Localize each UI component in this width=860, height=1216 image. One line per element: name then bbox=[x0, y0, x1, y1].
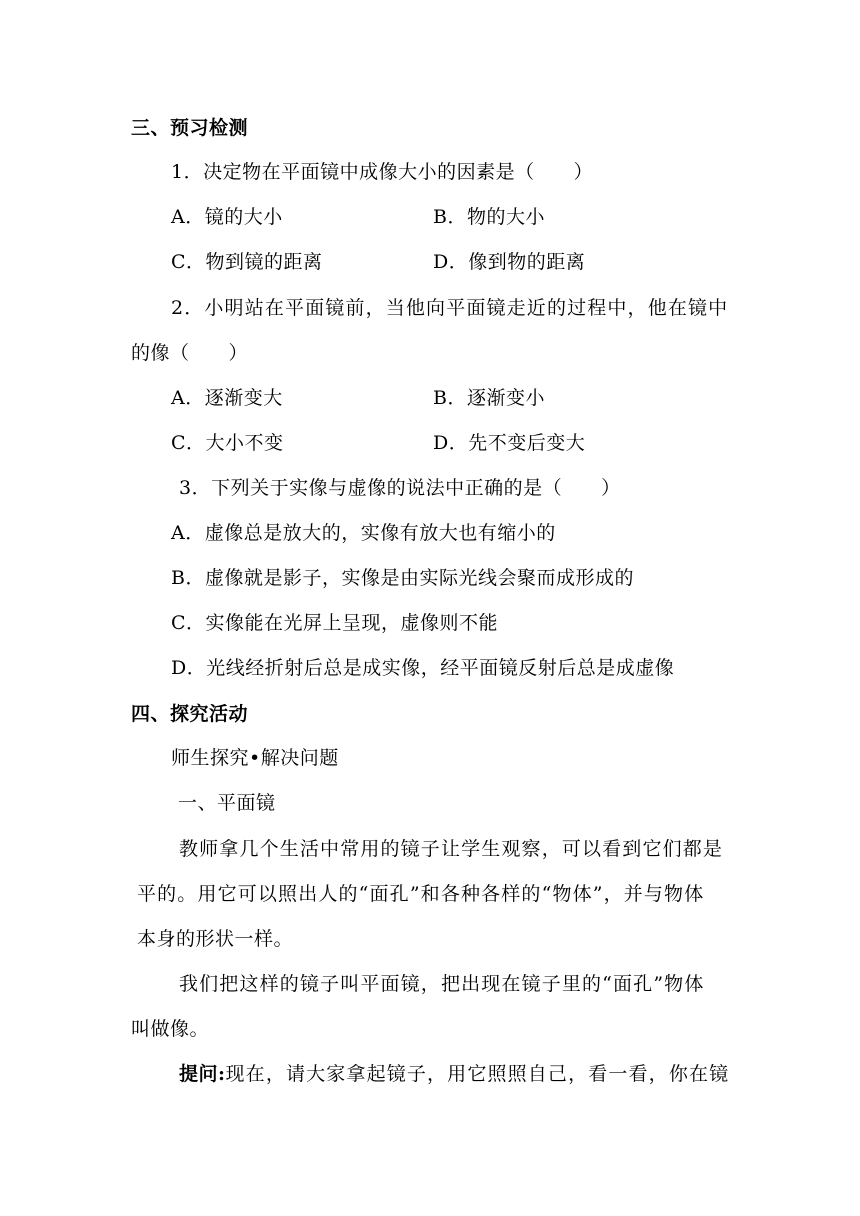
q3-option-a: A．虚像总是放大的，实像有放大也有缩小的 bbox=[171, 522, 556, 544]
question-line bbox=[179, 1061, 729, 1087]
para1-line2: 平的。用它可以照出人的“面孔”和各种各样的“物体”，并与物体 bbox=[137, 883, 705, 905]
para1-line3: 本身的形状一样。 bbox=[137, 928, 294, 950]
q3-option-b: B．虚像就是影子，实像是由实际光线会聚而成形成的 bbox=[171, 567, 634, 589]
q2-option-d: D．先不变后变大 bbox=[433, 432, 586, 454]
q1-option-c: C．物到镜的距离 bbox=[171, 251, 323, 273]
section4-subtitle: 师生探究•解决问题 bbox=[171, 747, 339, 769]
question-label: 提问: bbox=[179, 1063, 226, 1085]
para1-line1: 教师拿几个生活中常用的镜子让学生观察，可以看到它们都是 bbox=[179, 838, 724, 860]
q2-stem-line2: 的像（ ） bbox=[131, 342, 249, 364]
q3-stem: 3．下列关于实像与虚像的说法中正确的是（ ） bbox=[179, 477, 621, 499]
question-text: 现在，请大家拿起镜子，用它照照自己，看一看，你在镜 bbox=[225, 1063, 730, 1085]
q1-option-a: A．镜的大小 bbox=[171, 206, 283, 228]
q2-option-c: C．大小不变 bbox=[171, 432, 284, 454]
para2-line1: 我们把这样的镜子叫平面镜，把出现在镜子里的“面孔”物体 bbox=[179, 973, 705, 995]
section4-heading: 四、探究活动 bbox=[131, 703, 249, 725]
q3-option-d: D．光线经折射后总是成实像，经平面镜反射后总是成虚像 bbox=[171, 657, 675, 679]
part1-title: 一、平面镜 bbox=[178, 792, 276, 814]
q1-option-b: B．物的大小 bbox=[433, 206, 545, 228]
q2-option-a: A．逐渐变大 bbox=[171, 387, 283, 409]
q1-option-d: D．像到物的距离 bbox=[433, 251, 586, 273]
section3-heading: 三、预习检测 bbox=[131, 117, 249, 139]
q2-option-b: B．逐渐变小 bbox=[433, 387, 545, 409]
para2-line2: 叫做像。 bbox=[131, 1018, 210, 1040]
q2-stem-line1: 2．小明站在平面镜前，当他向平面镜走近的过程中，他在镜中 bbox=[171, 297, 729, 319]
q1-stem: 1．决定物在平面镜中成像大小的因素是（ ） bbox=[171, 161, 594, 183]
q3-option-c: C．实像能在光屏上呈现，虚像则不能 bbox=[171, 612, 499, 634]
